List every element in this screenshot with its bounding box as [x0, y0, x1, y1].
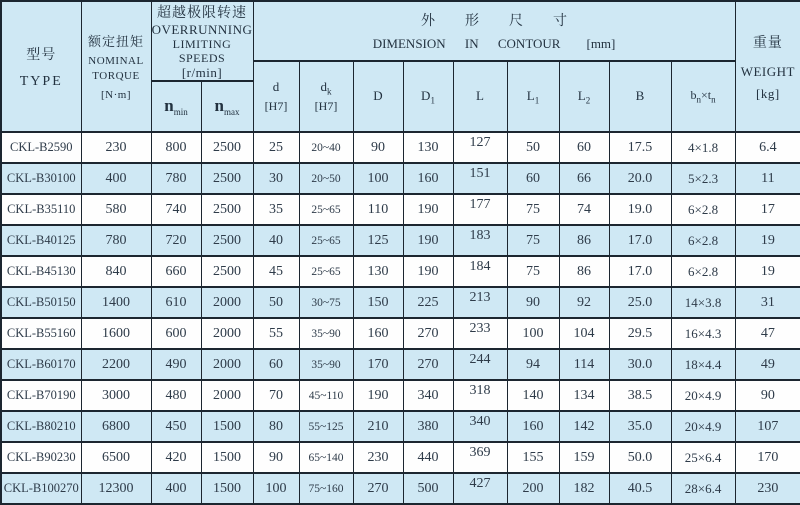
cell-nmax: 2000: [201, 318, 253, 349]
cell-B: 17.0: [609, 256, 671, 287]
cell-torque: 400: [81, 163, 151, 194]
cell-nmin: 490: [151, 349, 201, 380]
cell-bt: 6×2.8: [671, 194, 735, 225]
D-label: D: [373, 87, 383, 103]
col-header-L1: [507, 61, 559, 132]
cell-nmax: 2000: [201, 380, 253, 411]
cell-D1: 270: [403, 349, 453, 380]
cell-L: 127: [453, 132, 507, 163]
table-row: [1, 256, 800, 287]
cell-bt: 5×2.3: [671, 163, 735, 194]
cell-L1: 160: [507, 411, 559, 442]
weight-label-zh: 重量: [752, 36, 783, 51]
cell-D1: 225: [403, 287, 453, 318]
cell-D1: 500: [403, 473, 453, 504]
cell-L: 244: [453, 349, 507, 380]
cell-weight: 170: [735, 442, 800, 473]
col-header-weight: [735, 1, 800, 132]
cell-nmax: 1500: [201, 442, 253, 473]
cell-nmax: 2500: [201, 225, 253, 256]
torque-unit: [N·m]: [101, 88, 131, 101]
torque-label-en2: TORQUE: [92, 69, 140, 82]
cell-dk: 65~140: [299, 442, 353, 473]
col-header-B: [609, 61, 671, 132]
D1-label: $D_1$: [421, 87, 435, 106]
cell-nmin: 400: [151, 473, 201, 504]
table-row: [1, 225, 800, 256]
table-row: [1, 380, 800, 411]
cell-bt: 18×4.4: [671, 349, 735, 380]
cell-weight: 6.4: [735, 132, 800, 163]
cell-type: CKL-B35110: [1, 194, 81, 225]
cell-D1: 380: [403, 411, 453, 442]
cell-L: 369: [453, 442, 507, 473]
dimension-en-text: DIMENSION IN CONTOUR: [372, 36, 561, 51]
cell-torque: 840: [81, 256, 151, 287]
cell-L2: 66: [559, 163, 609, 194]
cell-D1: 160: [403, 163, 453, 194]
col-header-L: [453, 61, 507, 132]
cell-L2: 159: [559, 442, 609, 473]
cell-dk: 20~40: [299, 132, 353, 163]
cell-bt: 14×3.8: [671, 287, 735, 318]
cell-bt: 4×1.8: [671, 132, 735, 163]
cell-D: 190: [353, 380, 403, 411]
cell-weight: 31: [735, 287, 800, 318]
cell-L2: 114: [559, 349, 609, 380]
cell-weight: 19: [735, 225, 800, 256]
cell-d: 25: [253, 132, 299, 163]
cell-L1: 94: [507, 349, 559, 380]
cell-D: 230: [353, 442, 403, 473]
d-fit: [H7]: [264, 98, 288, 113]
cell-L1: 60: [507, 163, 559, 194]
cell-dk: 25~65: [299, 256, 353, 287]
cell-type: CKL-B30100: [1, 163, 81, 194]
cell-L2: 134: [559, 380, 609, 411]
speeds-label-en1: OVERRUNNING: [151, 22, 253, 37]
table-header: [1, 1, 800, 132]
weight-label-en: WEIGHT: [740, 64, 795, 79]
cell-D: 125: [353, 225, 403, 256]
cell-L: 213: [453, 287, 507, 318]
cell-dk: 35~90: [299, 318, 353, 349]
cell-L: 184: [453, 256, 507, 287]
cell-weight: 11: [735, 163, 800, 194]
col-header-D1: [403, 61, 453, 132]
dk-label: $d_k$: [320, 79, 332, 97]
cell-type: CKL-B55160: [1, 318, 81, 349]
cell-d: 55: [253, 318, 299, 349]
cell-D: 150: [353, 287, 403, 318]
cell-type: CKL-B45130: [1, 256, 81, 287]
cell-nmax: 1500: [201, 411, 253, 442]
bt-label: $b_n\times t_n$: [690, 88, 716, 105]
cell-bt: 16×4.3: [671, 318, 735, 349]
cell-L2: 74: [559, 194, 609, 225]
cell-L1: 75: [507, 225, 559, 256]
cell-torque: 230: [81, 132, 151, 163]
cell-L2: 182: [559, 473, 609, 504]
cell-L1: 50: [507, 132, 559, 163]
cell-B: 20.0: [609, 163, 671, 194]
cell-d: 90: [253, 442, 299, 473]
cell-d: 70: [253, 380, 299, 411]
cell-dk: 25~65: [299, 225, 353, 256]
speeds-label-en2: LIMITING SPEEDS: [172, 37, 232, 65]
cell-torque: 6500: [81, 442, 151, 473]
cell-d: 40: [253, 225, 299, 256]
torque-label-zh: 额定扭矩: [87, 33, 144, 49]
cell-dk: 25~65: [299, 194, 353, 225]
cell-weight: 17: [735, 194, 800, 225]
table-row: [1, 442, 800, 473]
cell-weight: 49: [735, 349, 800, 380]
cell-weight: 47: [735, 318, 800, 349]
cell-bt: 20×4.9: [671, 411, 735, 442]
cell-nmax: 2500: [201, 256, 253, 287]
speeds-unit: [r/min]: [181, 65, 223, 80]
cell-B: 19.0: [609, 194, 671, 225]
table-row: [1, 411, 800, 442]
cell-D1: 270: [403, 318, 453, 349]
cell-B: 35.0: [609, 411, 671, 442]
cell-D1: 130: [403, 132, 453, 163]
header-row-groups: [1, 1, 800, 61]
col-header-dk: [299, 61, 353, 132]
cell-bt: 28×6.4: [671, 473, 735, 504]
table-row: [1, 349, 800, 380]
cell-L: 318: [453, 380, 507, 411]
cell-type: CKL-B100270: [1, 473, 81, 504]
cell-d: 60: [253, 349, 299, 380]
col-header-type: [1, 1, 81, 132]
cell-nmax: 2500: [201, 132, 253, 163]
col-header-bt: [671, 61, 735, 132]
cell-torque: 1600: [81, 318, 151, 349]
cell-D: 90: [353, 132, 403, 163]
cell-D1: 440: [403, 442, 453, 473]
dimension-label-zh: 外形尺寸: [421, 14, 598, 29]
cell-dk: 75~160: [299, 473, 353, 504]
cell-dk: 20~50: [299, 163, 353, 194]
cell-d: 35: [253, 194, 299, 225]
col-header-L2: [559, 61, 609, 132]
cell-d: 100: [253, 473, 299, 504]
cell-B: 38.5: [609, 380, 671, 411]
cell-nmax: 2000: [201, 287, 253, 318]
dk-fit: [H7]: [314, 98, 338, 113]
col-header-speeds: [151, 1, 253, 81]
cell-d: 45: [253, 256, 299, 287]
cell-L2: 104: [559, 318, 609, 349]
cell-weight: 19: [735, 256, 800, 287]
cell-B: 17.5: [609, 132, 671, 163]
table-row: [1, 287, 800, 318]
cell-L1: 75: [507, 256, 559, 287]
cell-L1: 90: [507, 287, 559, 318]
cell-B: 25.0: [609, 287, 671, 318]
cell-D: 170: [353, 349, 403, 380]
cell-L2: 86: [559, 256, 609, 287]
cell-D: 270: [353, 473, 403, 504]
cell-L1: 200: [507, 473, 559, 504]
cell-nmin: 600: [151, 318, 201, 349]
cell-torque: 3000: [81, 380, 151, 411]
cell-L: 183: [453, 225, 507, 256]
cell-nmax: 2500: [201, 194, 253, 225]
d-label: d: [272, 79, 280, 95]
cell-nmin: 800: [151, 132, 201, 163]
cell-dk: 30~75: [299, 287, 353, 318]
cell-L2: 86: [559, 225, 609, 256]
speeds-label-zh: 超越极限转速: [157, 6, 247, 21]
cell-bt: 20×4.9: [671, 380, 735, 411]
col-header-D: [353, 61, 403, 132]
cell-nmin: 740: [151, 194, 201, 225]
cell-D: 160: [353, 318, 403, 349]
table-row: [1, 163, 800, 194]
cell-D: 110: [353, 194, 403, 225]
cell-type: CKL-B50150: [1, 287, 81, 318]
cell-dk: 55~125: [299, 411, 353, 442]
cell-torque: 12300: [81, 473, 151, 504]
dimension-unit: [mm]: [586, 36, 616, 51]
col-header-torque: [81, 1, 151, 132]
cell-L1: 75: [507, 194, 559, 225]
cell-type: CKL-B90230: [1, 442, 81, 473]
col-header-nmax: $n_{max}$: [201, 81, 253, 132]
cell-nmin: 660: [151, 256, 201, 287]
cell-L: 177: [453, 194, 507, 225]
col-header-dimension: [253, 1, 735, 61]
cell-d: 30: [253, 163, 299, 194]
cell-D: 100: [353, 163, 403, 194]
table-row: [1, 318, 800, 349]
cell-nmin: 420: [151, 442, 201, 473]
cell-D1: 340: [403, 380, 453, 411]
cell-nmin: 780: [151, 163, 201, 194]
cell-d: 50: [253, 287, 299, 318]
cell-type: CKL-B80210: [1, 411, 81, 442]
cell-bt: 6×2.8: [671, 256, 735, 287]
cell-weight: 90: [735, 380, 800, 411]
cell-L1: 155: [507, 442, 559, 473]
cell-type: CKL-B40125: [1, 225, 81, 256]
cell-nmax: 2000: [201, 349, 253, 380]
cell-L1: 100: [507, 318, 559, 349]
cell-B: 29.5: [609, 318, 671, 349]
cell-L: 233: [453, 318, 507, 349]
dimension-label-en: [254, 36, 735, 52]
cell-torque: 780: [81, 225, 151, 256]
cell-D: 210: [353, 411, 403, 442]
L1-label: $L_1$: [526, 87, 540, 106]
cell-L1: 140: [507, 380, 559, 411]
cell-bt: 6×2.8: [671, 225, 735, 256]
cell-L2: 142: [559, 411, 609, 442]
cell-nmin: 450: [151, 411, 201, 442]
table-row: [1, 132, 800, 163]
cell-nmin: 610: [151, 287, 201, 318]
cell-B: 17.0: [609, 225, 671, 256]
cell-weight: 230: [735, 473, 800, 504]
col-header-d: [253, 61, 299, 132]
cell-torque: 2200: [81, 349, 151, 380]
cell-d: 80: [253, 411, 299, 442]
cell-B: 30.0: [609, 349, 671, 380]
cell-L: 427: [453, 473, 507, 504]
cell-torque: 580: [81, 194, 151, 225]
cell-nmax: 2500: [201, 163, 253, 194]
cell-type: CKL-B70190: [1, 380, 81, 411]
table-body: [1, 132, 800, 504]
cell-B: 50.0: [609, 442, 671, 473]
table-row: [1, 194, 800, 225]
cell-B: 40.5: [609, 473, 671, 504]
col-header-nmin: $n_{min}$: [151, 81, 201, 132]
cell-type: CKL-B2590: [1, 132, 81, 163]
cell-weight: 107: [735, 411, 800, 442]
type-label-zh: 型号: [26, 47, 57, 63]
cell-L: 151: [453, 163, 507, 194]
cell-D1: 190: [403, 194, 453, 225]
cell-D: 130: [353, 256, 403, 287]
cell-dk: 35~90: [299, 349, 353, 380]
cell-L2: 60: [559, 132, 609, 163]
cell-nmax: 1500: [201, 473, 253, 504]
cell-D1: 190: [403, 225, 453, 256]
torque-label-en1: NOMINAL: [88, 54, 144, 67]
type-label-en: TYPE: [19, 73, 63, 89]
cell-L: 340: [453, 411, 507, 442]
cell-torque: 6800: [81, 411, 151, 442]
B-label: B: [635, 87, 645, 103]
cell-torque: 1400: [81, 287, 151, 318]
table-row: [1, 473, 800, 504]
cell-D1: 190: [403, 256, 453, 287]
cell-bt: 25×6.4: [671, 442, 735, 473]
L2-label: $L_2$: [577, 87, 591, 106]
cell-nmin: 480: [151, 380, 201, 411]
cell-nmin: 720: [151, 225, 201, 256]
L-label: L: [476, 87, 484, 103]
cell-L2: 92: [559, 287, 609, 318]
weight-unit: [kg]: [756, 86, 780, 101]
cell-type: CKL-B60170: [1, 349, 81, 380]
cell-dk: 45~110: [299, 380, 353, 411]
